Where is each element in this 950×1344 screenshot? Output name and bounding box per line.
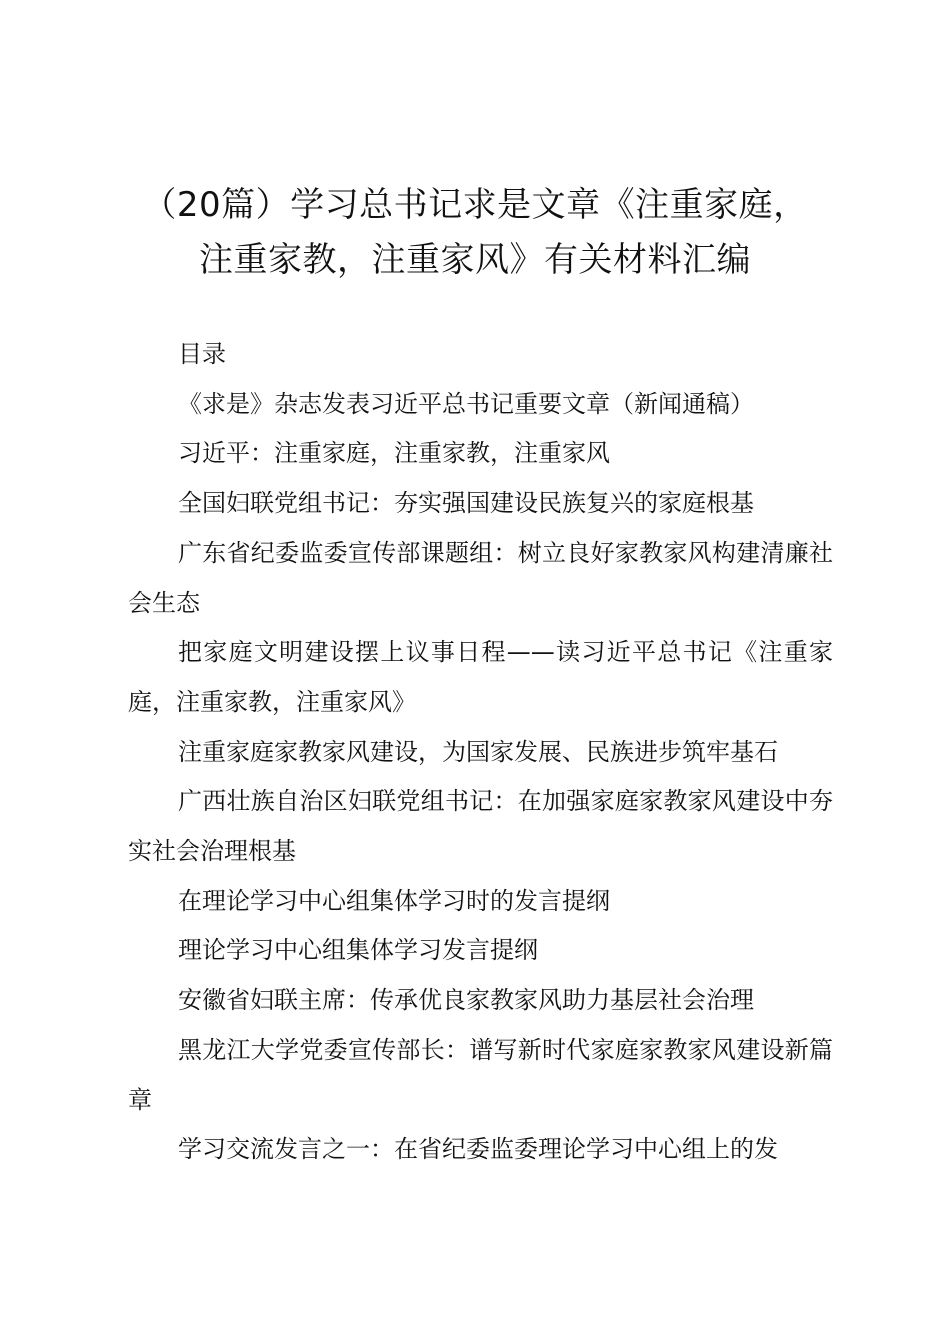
toc-item: 黑龙江大学党委宣传部长：谱写新时代家庭家教家风建设新篇章 [128, 1035, 833, 1114]
table-of-contents [128, 330, 833, 1175]
toc-item: 学习交流发言之一：在省纪委监委理论学习中心组上的发 [178, 1135, 778, 1164]
toc-item: 理论学习中心组集体学习发言提纲 [178, 936, 538, 965]
toc-item: 《求是》杂志发表习近平总书记重要文章（新闻通稿） [178, 389, 754, 418]
toc-item: 广东省纪委监委宣传部课题组：树立良好家教家风构建清廉社会生态 [128, 538, 833, 617]
toc-item: 全国妇联党组书记：夯实强国建设民族复兴的家庭根基 [178, 489, 754, 518]
toc-item: 习近平：注重家庭，注重家教，注重家风 [178, 439, 610, 468]
title-line-1: （20篇）学习总书记求是文章《注重家庭， [142, 185, 808, 225]
toc-item: 广西壮族自治区妇联党组书记：在加强家庭家教家风建设中夯实社会治理根基 [128, 787, 833, 866]
title-line-2: 注重家教，注重家风》有关材料汇编 [199, 240, 751, 280]
toc-item: 安徽省妇联主席：传承优良家教家风助力基层社会治理 [178, 986, 754, 1015]
toc-item: 把家庭文明建设摆上议事日程——读习近平总书记《注重家庭，注重家教，注重家风》 [128, 638, 833, 716]
toc-item: 在理论学习中心组集体学习时的发言提纲 [178, 886, 610, 915]
document-title [60, 178, 890, 288]
toc-heading: 目录 [178, 340, 226, 368]
toc-item: 注重家庭家教家风建设，为国家发展、民族进步筑牢基石 [178, 737, 778, 766]
